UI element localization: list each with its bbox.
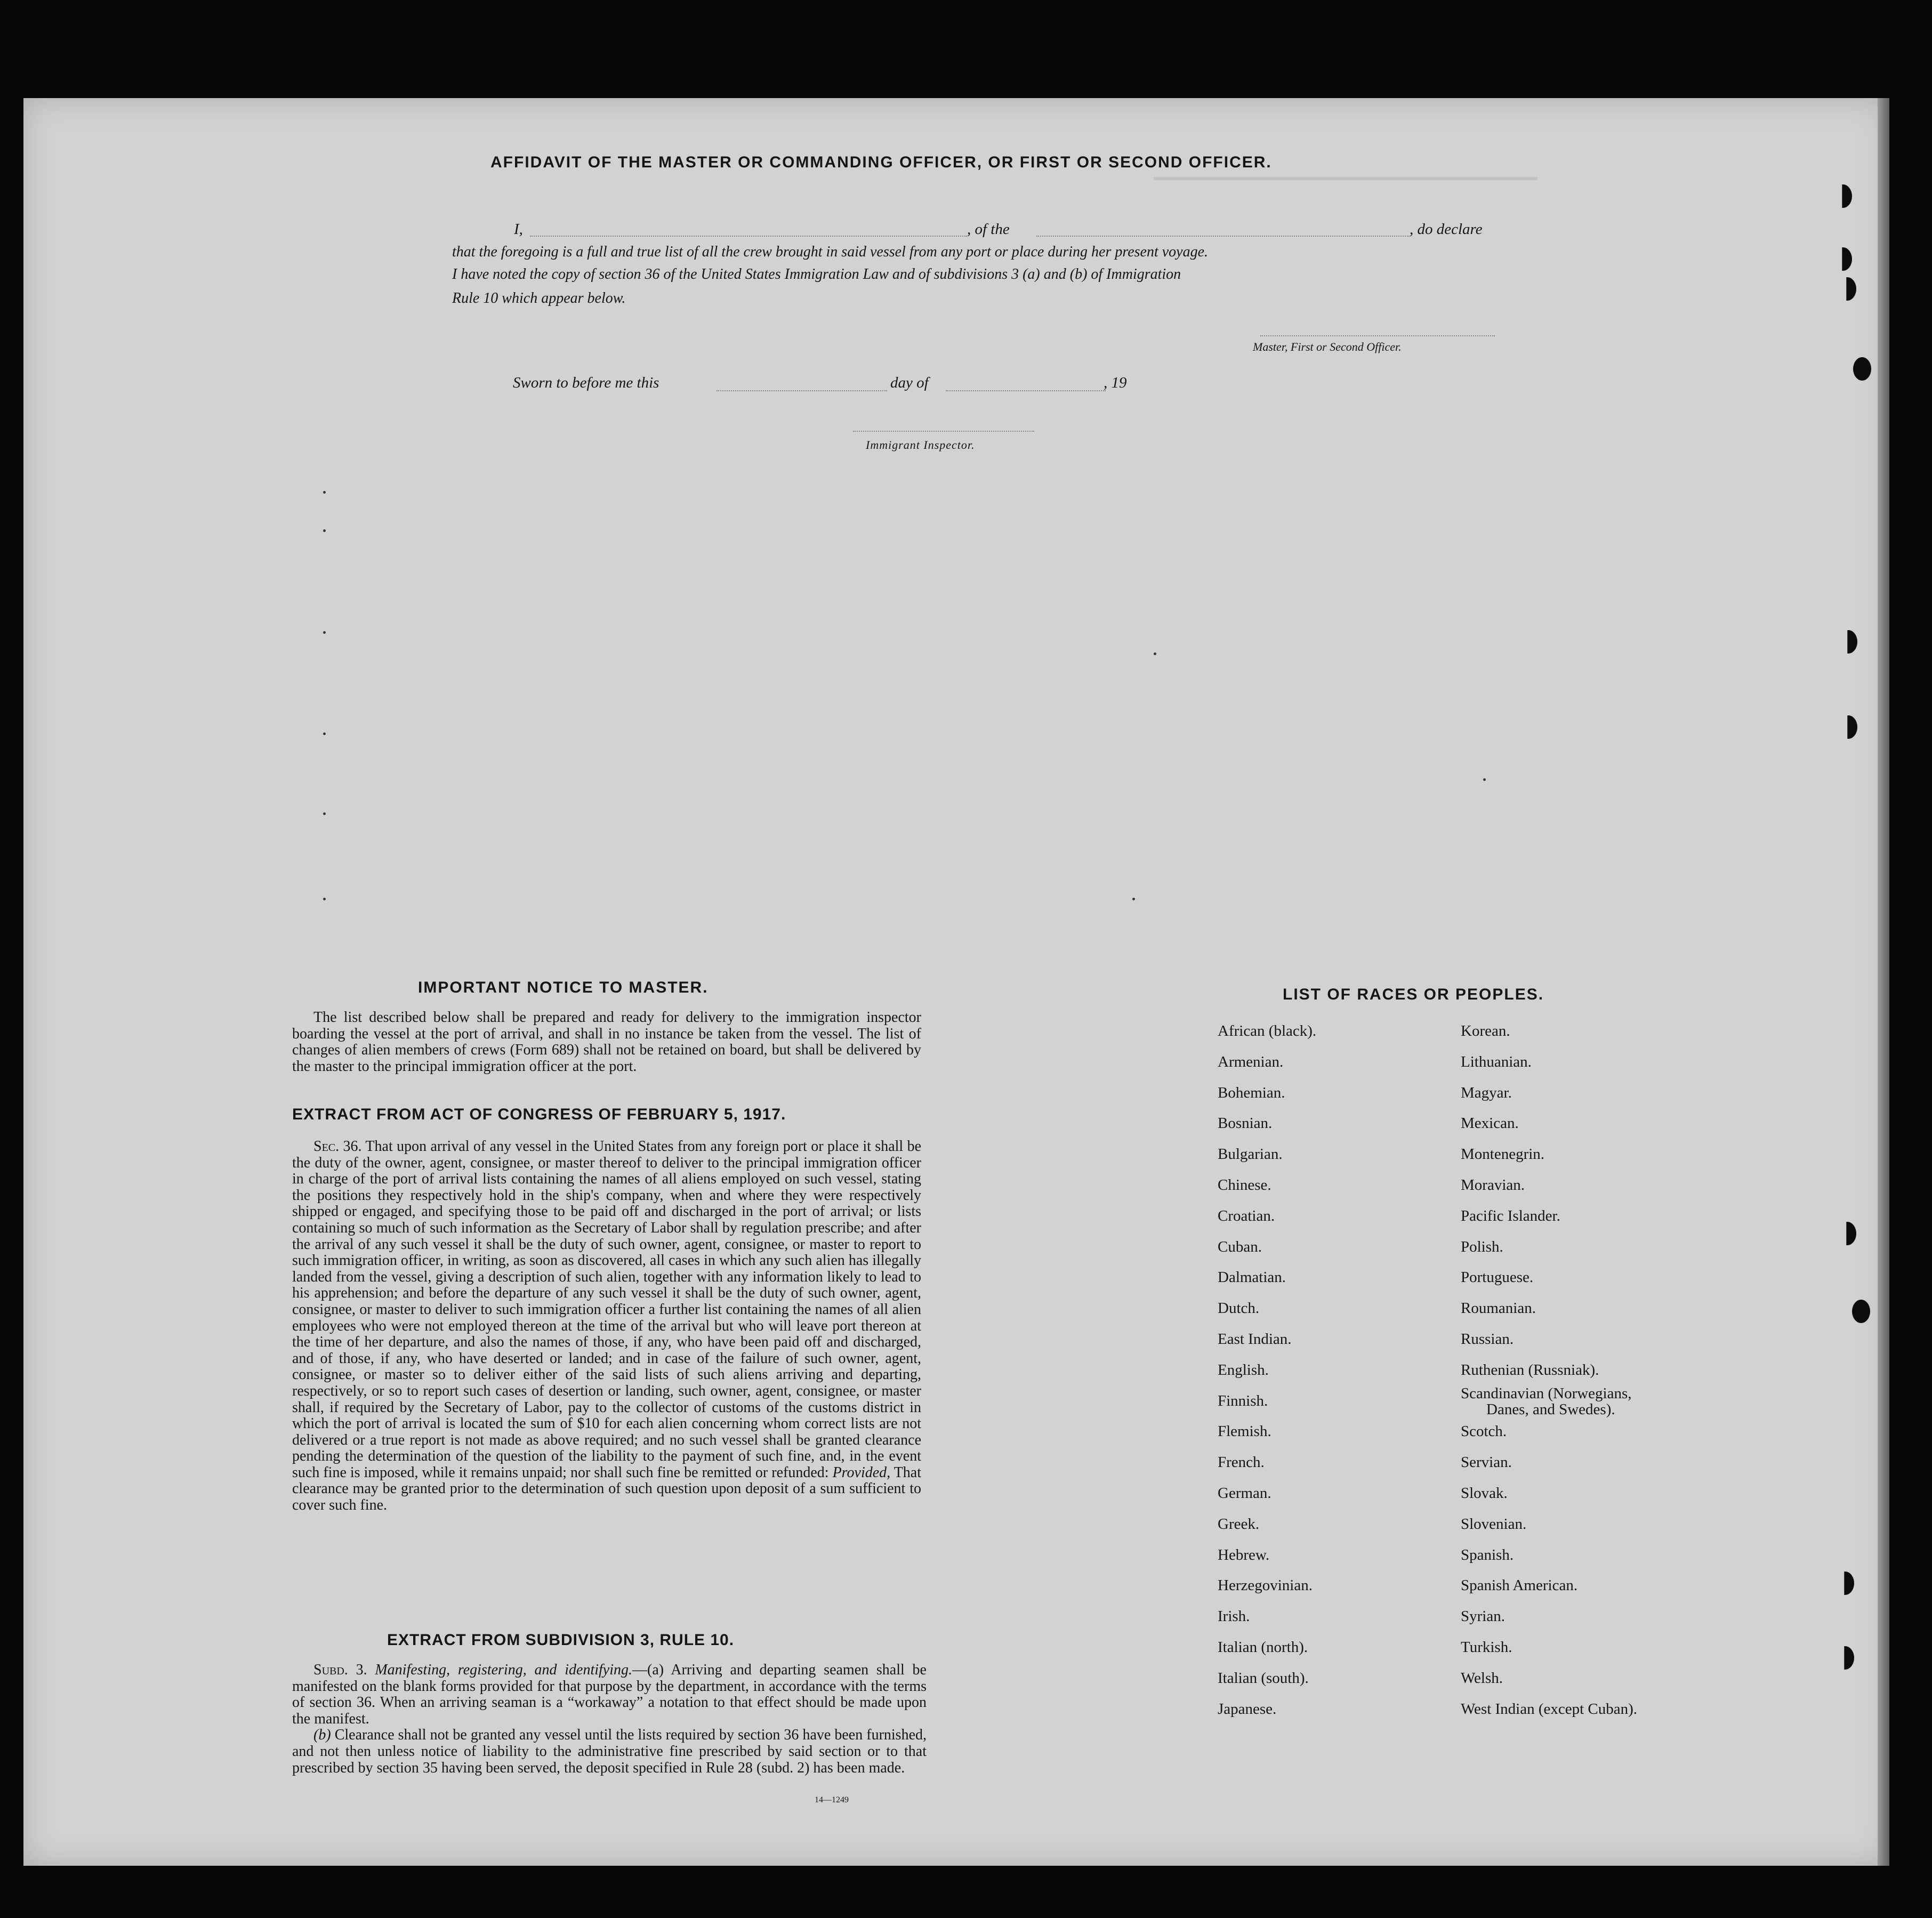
rule-paragraph-a: [292, 1662, 927, 1727]
race-item: Polish.: [1461, 1238, 1503, 1255]
race-item: Italian (north).: [1218, 1639, 1308, 1656]
race-item: Hebrew.: [1218, 1546, 1270, 1564]
stray-mark: [323, 631, 326, 634]
race-item: Bohemian.: [1218, 1084, 1285, 1101]
act-section-label: Sec. 36.: [313, 1138, 362, 1155]
act-body: That upon arrival of any vessel in the United States from any foreign port or place it shall be the duty of the owner, agent, consignee, or master thereof to deliver to the principal immigration officer in charge of the port of arrival lists containing the names of all aliens employed on such vessel, stating the positions they respectively hold in the ship's company, when and where they were respectively shipped or engaged, and specifying those to be paid off and discharged in the port of arrival; or lists containing so much of such information as the Secretary of Labor shall by regulation prescribe; and after the arrival of any such vessel it shall be the duty of such owner, agent, consignee, or master to report to such immigration officer, in writing, as soon as discovered, all cases in which any such alien has illegally landed from the vessel, giving a description of such alien, together with any information likely to lead to his apprehension; and before the departure of any such vessel it shall be the duty of such owner, agent, consignee, or master to deliver to such immigration officer a further list containing the names of all alien employees who were not employed thereon at the time of the arrival but who will leave port thereon at the time of her departure, and also the names of those, if any, who have been paid off and discharged, and of those, if any, who have deserted or landed; and in case of the failure of such owner, agent, consignee, or master so to deliver either of the said lists of such aliens arriving and departing, respectively, or so to report such cases of desertion or landing, such owner, agent, consignee, or master shall, if required by the Secretary of Labor, pay to the collector of customs of the customs district in which the port of arrival is located the sum of $10 for each alien concerning whom correct lists are not delivered or a true report is not made as above required; and no such vessel shall be granted clearance pending the determination of the question of the liability to the payment of such fine, and, in the event such fine is imposed, while it remains unpaid; nor shall such fine be remitted or refunded:: [292, 1138, 921, 1481]
race-item: Herzegovinian.: [1218, 1577, 1313, 1594]
race-item: Servian.: [1461, 1454, 1512, 1471]
signature-field[interactable]: [1260, 335, 1495, 336]
race-item: Montenegrin.: [1461, 1146, 1545, 1163]
affidavit-line2: that the foregoing is a full and true list of all the crew brought in said vessel from any port or place during her present voyage.: [452, 244, 1209, 260]
race-item: Pacific Islander.: [1461, 1207, 1560, 1224]
race-item: Welsh.: [1461, 1669, 1503, 1687]
act-proviso-word: Provided,: [832, 1464, 891, 1481]
rule-subd-label: Subd. 3.: [313, 1662, 367, 1678]
race-item: Scotch.: [1461, 1423, 1507, 1440]
sworn-text-b: day of: [890, 374, 929, 391]
race-item: Italian (south).: [1218, 1669, 1309, 1687]
inspector-label: Immigrant Inspector.: [866, 438, 975, 452]
race-item: Russian.: [1461, 1331, 1514, 1348]
stray-mark: [323, 898, 326, 900]
sworn-text-a: Sworn to before me this: [513, 374, 659, 391]
race-item: African (black).: [1218, 1022, 1317, 1039]
race-item: Lithuanian.: [1461, 1053, 1532, 1070]
affidavit-line1-b: , of the: [967, 221, 1010, 238]
stray-mark: [1483, 778, 1486, 781]
act-title: EXTRACT FROM ACT OF CONGRESS OF FEBRUARY 5, 1917.: [292, 1106, 786, 1123]
race-item: Roumanian.: [1461, 1300, 1536, 1317]
punch-hole: [1836, 1572, 1854, 1595]
rule-para-b-label: (b): [313, 1727, 331, 1744]
declarant-name-field[interactable]: [530, 236, 967, 237]
race-item: East Indian.: [1218, 1331, 1292, 1348]
notice-title: IMPORTANT NOTICE TO MASTER.: [418, 979, 709, 996]
stray-mark: [323, 732, 326, 735]
race-item: Chinese.: [1218, 1176, 1271, 1194]
sworn-month-field[interactable]: [946, 390, 1106, 391]
punch-hole: [1834, 184, 1852, 208]
punch-hole: [1853, 357, 1871, 381]
rule-para-a: —(a) Arriving and departing seamen shall be manifested on the blank forms provided for that purpose by the department, in accordance with the terms of section 36. When an arriving seaman is a “workaway” a notation to that effect should be made upon the manifest.: [292, 1662, 927, 1727]
document-page: [23, 98, 1889, 1866]
race-item: Slovenian.: [1461, 1515, 1527, 1533]
race-item: Armenian.: [1218, 1053, 1284, 1070]
stray-mark: [1154, 652, 1156, 655]
punch-hole: [1839, 715, 1857, 739]
act-paragraph: [292, 1139, 921, 1514]
race-item: Croatian.: [1218, 1207, 1275, 1224]
race-item: Spanish.: [1461, 1546, 1514, 1564]
punch-hole: [1839, 630, 1857, 654]
race-item: Dalmatian.: [1218, 1269, 1286, 1286]
punch-hole: [1838, 277, 1856, 301]
rule-subd-heading: Manifesting, registering, and identifying.: [375, 1662, 632, 1678]
race-item: Irish.: [1218, 1608, 1250, 1625]
stray-mark: [323, 812, 326, 815]
inspector-signature-field[interactable]: [853, 431, 1034, 432]
punch-hole: [1836, 1646, 1854, 1670]
bleed-through-marks: [1154, 177, 1537, 196]
race-item: Turkish.: [1461, 1639, 1512, 1656]
sworn-text-c: , 19: [1104, 374, 1127, 391]
sworn-day-field[interactable]: [717, 390, 887, 391]
form-number: 14—1249: [815, 1795, 849, 1804]
act-text: [292, 1139, 921, 1514]
punch-hole: [1834, 247, 1852, 271]
race-item: French.: [1218, 1454, 1265, 1471]
race-item: Syrian.: [1461, 1608, 1505, 1625]
race-item: Moravian.: [1461, 1176, 1525, 1194]
rule-title: EXTRACT FROM SUBDIVISION 3, RULE 10.: [387, 1631, 735, 1649]
race-item: Scandinavian (Norwegians,: [1461, 1384, 1632, 1402]
race-item: Greek.: [1218, 1515, 1260, 1533]
affidavit-line1-c: , do declare: [1410, 221, 1483, 238]
notice-text: [292, 1010, 921, 1075]
affidavit-title: AFFIDAVIT OF THE MASTER OR COMMANDING OFFICER, OR FIRST OR SECOND OFFICER.: [490, 154, 1272, 171]
stray-mark: [1132, 898, 1135, 900]
rule-para-b: Clearance shall not be granted any vessel until the lists required by section 36 have been furnished, and not then unless notice of liability to the administrative fine prescribed by said section or to that prescribed by section 35 having been served, the deposit specified in Rule 28 (subd. 2) has been made.: [292, 1727, 927, 1776]
race-item: Portuguese.: [1461, 1269, 1534, 1286]
affidavit-line4: Rule 10 which appear below.: [452, 290, 626, 307]
vessel-name-field[interactable]: [1036, 236, 1410, 237]
race-item: Danes, and Swedes).: [1486, 1400, 1615, 1418]
race-item: Mexican.: [1461, 1115, 1519, 1132]
race-item: Ruthenian (Russniak).: [1461, 1361, 1599, 1379]
notice-paragraph: The list described below shall be prepared and ready for delivery to the immigration inspector boarding the vessel at the port of arrival, and shall in no instance be taken from the vessel. The list of changes of alien members of crews (Form 689) shall not be retained on board, but shall be delivered by the master to the principal immigration officer at the port.: [292, 1009, 921, 1075]
page-edge: [1878, 98, 1889, 1866]
race-item: English.: [1218, 1361, 1269, 1379]
race-item: Bosnian.: [1218, 1115, 1273, 1132]
act-proviso-text: That clearance may be granted prior to the determination of such question upon deposit of a sum sufficient to cover such fine.: [292, 1464, 922, 1514]
race-item: Flemish.: [1218, 1423, 1271, 1440]
stray-mark: [323, 491, 326, 494]
race-item: Cuban.: [1218, 1238, 1262, 1255]
race-item: Magyar.: [1461, 1084, 1512, 1101]
race-item: Bulgarian.: [1218, 1146, 1283, 1163]
race-item: German.: [1218, 1485, 1271, 1502]
affidavit-line3: I have noted the copy of section 36 of the United States Immigration Law and of subdivisions 3 (a) and (b) of Immigration: [452, 266, 1181, 283]
punch-hole: [1852, 1300, 1870, 1323]
race-item: West Indian (except Cuban).: [1461, 1700, 1638, 1718]
signature-label: Master, First or Second Officer.: [1253, 340, 1402, 353]
race-item: Korean.: [1461, 1022, 1510, 1039]
stray-mark: [323, 529, 326, 532]
race-item: Slovak.: [1461, 1485, 1508, 1502]
punch-hole: [1838, 1222, 1856, 1245]
race-item: Dutch.: [1218, 1300, 1260, 1317]
affidavit-line1-a: I,: [514, 221, 523, 238]
race-item: Japanese.: [1218, 1700, 1277, 1718]
race-item: Spanish American.: [1461, 1577, 1578, 1594]
race-item: Finnish.: [1218, 1392, 1268, 1409]
rule-paragraph-b: [292, 1727, 927, 1776]
rule-text: [292, 1662, 927, 1776]
races-title: LIST OF RACES OR PEOPLES.: [1283, 986, 1544, 1003]
